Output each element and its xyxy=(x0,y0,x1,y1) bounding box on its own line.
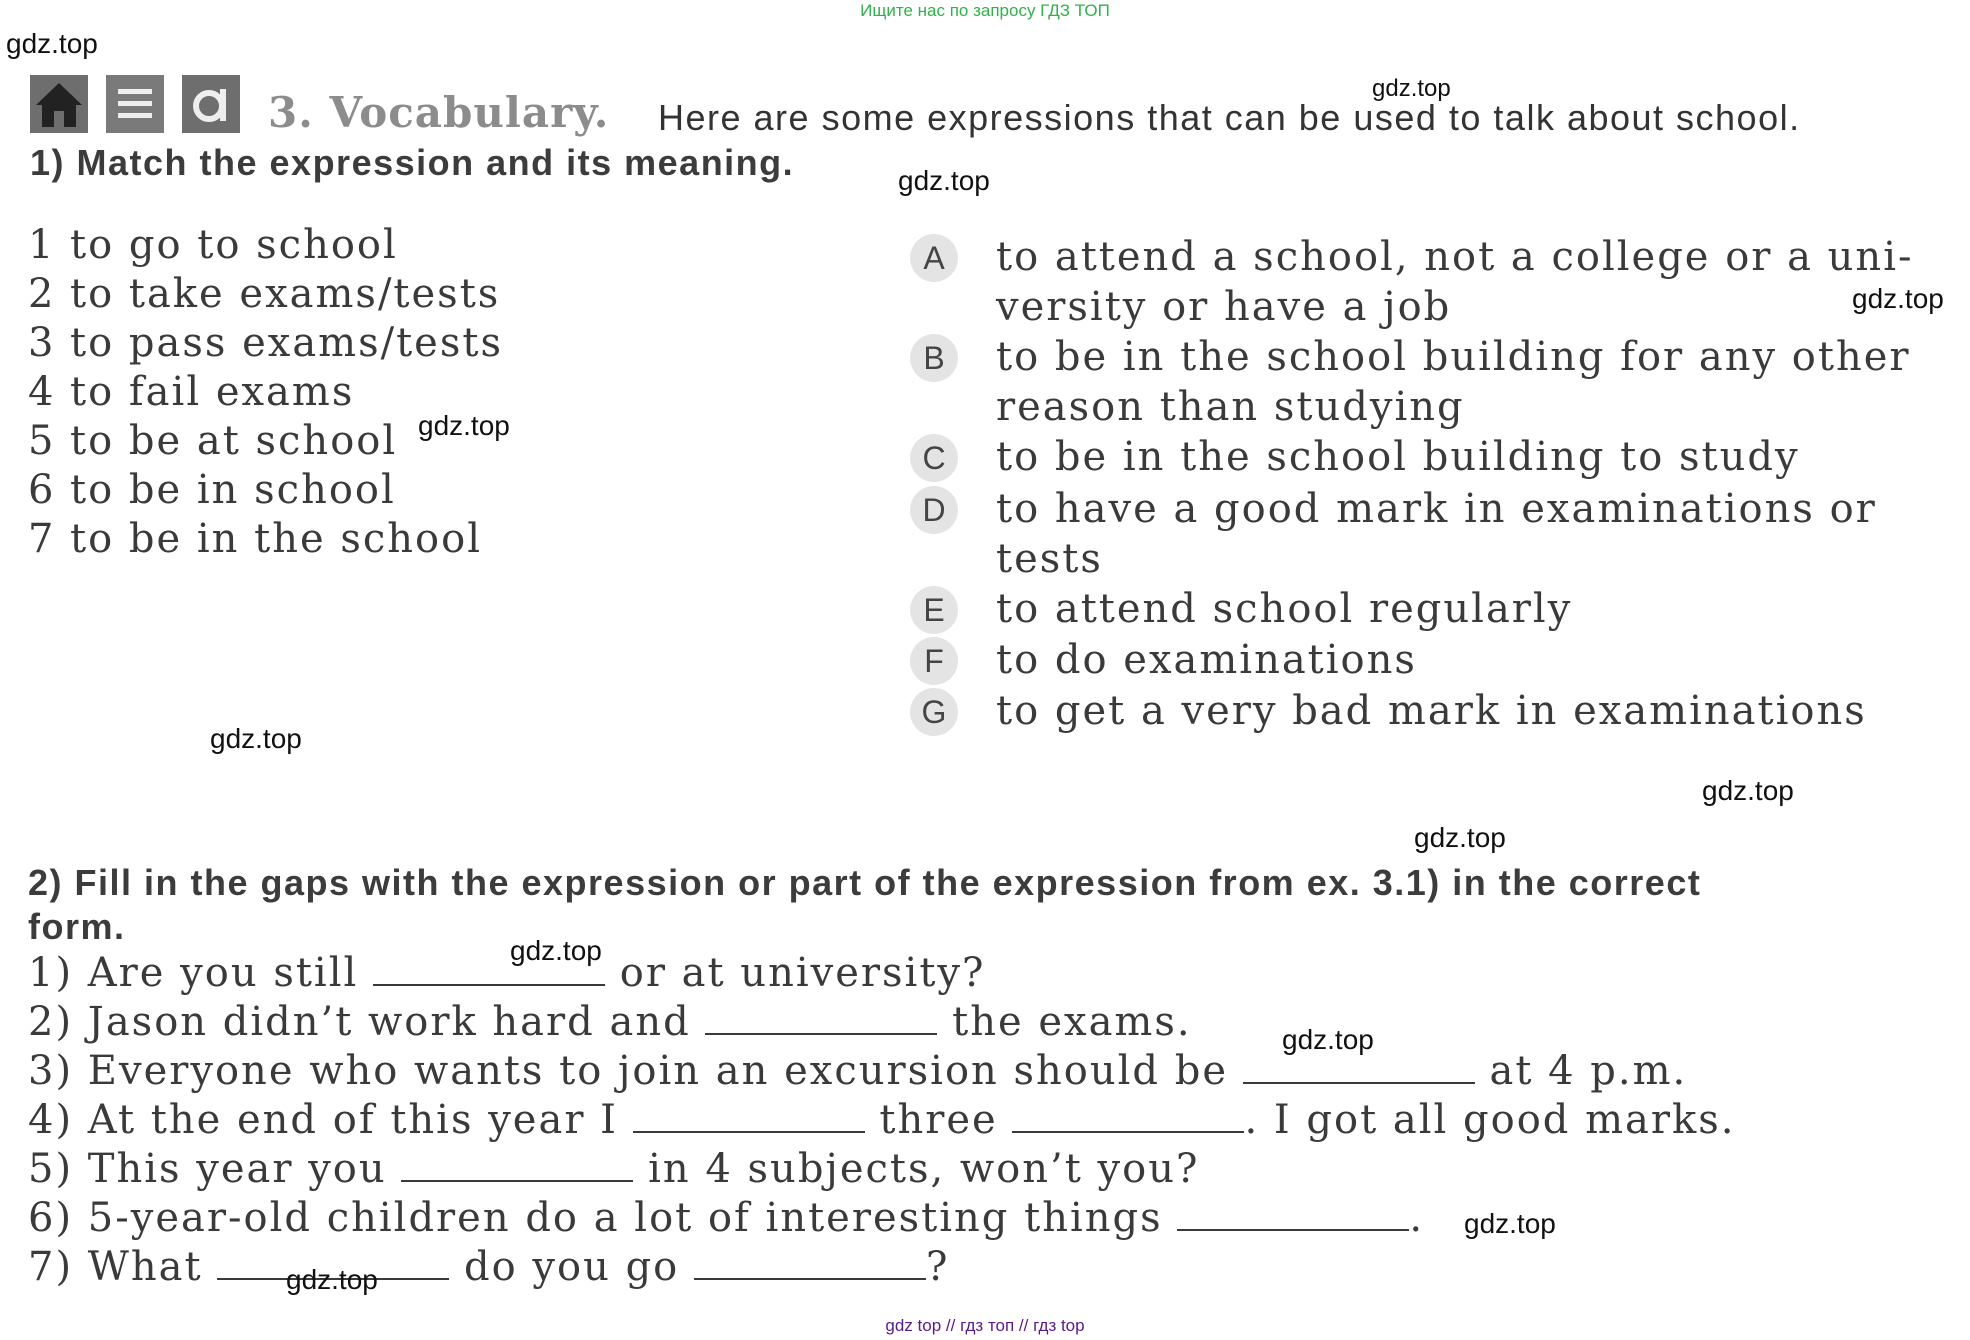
book-icon xyxy=(106,75,164,133)
meaning-letter-badge: F xyxy=(910,637,958,685)
expression-item: 5 to be at school xyxy=(28,418,398,464)
watermark: gdz.top xyxy=(1282,1024,1374,1055)
answer-blank[interactable] xyxy=(1177,1193,1409,1231)
gap-sentence: 5) This year you in 4 subjects, won’t you? xyxy=(28,1146,1200,1192)
answer-blank[interactable] xyxy=(705,997,937,1035)
meaning-letter-badge: A xyxy=(910,234,958,282)
expression-item: 3 to pass exams/tests xyxy=(28,320,503,366)
answer-blank[interactable] xyxy=(633,1095,865,1133)
gap-sentence: 3) Everyone who wants to join an excursion should be at 4 p.m. xyxy=(28,1048,1688,1094)
meaning-letter-badge: D xyxy=(910,486,958,534)
answer-blank[interactable] xyxy=(401,1144,633,1182)
expression-item: 4 to fail exams xyxy=(28,369,355,415)
top-notice: Ищите нас по запросу ГДЗ ТОП xyxy=(860,1,1110,20)
gap-sentence: 2) Jason didn’t work hard and the exams. xyxy=(28,999,1192,1045)
expression-item: 6 to be in school xyxy=(28,467,396,513)
exercise-title xyxy=(268,88,609,137)
gap-sentence: 4) At the end of this year I three . I got all good marks. xyxy=(28,1097,1736,1143)
watermark: gdz.top xyxy=(1414,822,1506,853)
expression-item: 7 to be in the school xyxy=(28,516,483,562)
meaning-letter-badge: G xyxy=(910,688,958,736)
watermark: gdz.top xyxy=(1852,283,1944,314)
part2-heading: 2) Fill in the gaps with the expression or part of the expression from ex. 3.1) in the correct xyxy=(28,862,1702,903)
expression-item: 1 to go to school xyxy=(28,222,398,268)
expression-item: 2 to take exams/tests xyxy=(28,271,501,317)
letter-a-icon xyxy=(182,75,240,133)
exercise-name: Vocabulary. xyxy=(329,88,610,137)
watermark: gdz.top xyxy=(510,935,602,966)
watermark: gdz.top xyxy=(1464,1208,1556,1239)
exercise-number: 3. xyxy=(268,88,314,137)
watermark: gdz.top xyxy=(210,723,302,754)
meaning-letter-badge: E xyxy=(910,586,958,634)
watermark: gdz.top xyxy=(418,410,510,441)
answer-blank[interactable] xyxy=(694,1242,926,1280)
watermark: gdz.top xyxy=(1372,75,1451,102)
part2-heading-continued: form. xyxy=(28,906,126,947)
meaning-letter-badge: B xyxy=(910,334,958,382)
gap-sentence: 6) 5-year-old children do a lot of interesting things . xyxy=(28,1195,1425,1241)
gap-sentence: 1) Are you still or at university? xyxy=(28,950,986,996)
watermark: gdz.top xyxy=(1702,775,1794,806)
answer-blank[interactable] xyxy=(1012,1095,1244,1133)
home-icon xyxy=(30,75,88,133)
part1-heading: 1) Match the expression and its meaning. xyxy=(30,142,795,183)
watermark: gdz.top xyxy=(286,1264,378,1295)
exercise-intro: Here are some expressions that can be used to talk about school. xyxy=(658,97,1801,138)
watermark: gdz.top xyxy=(898,165,990,196)
watermark: gdz.top xyxy=(6,28,98,59)
footer-links: gdz top // гдз топ // гдз top xyxy=(885,1316,1085,1335)
meaning-letter-badge: C xyxy=(910,434,958,482)
gap-sentence: 7) What do you go ? xyxy=(28,1244,950,1290)
